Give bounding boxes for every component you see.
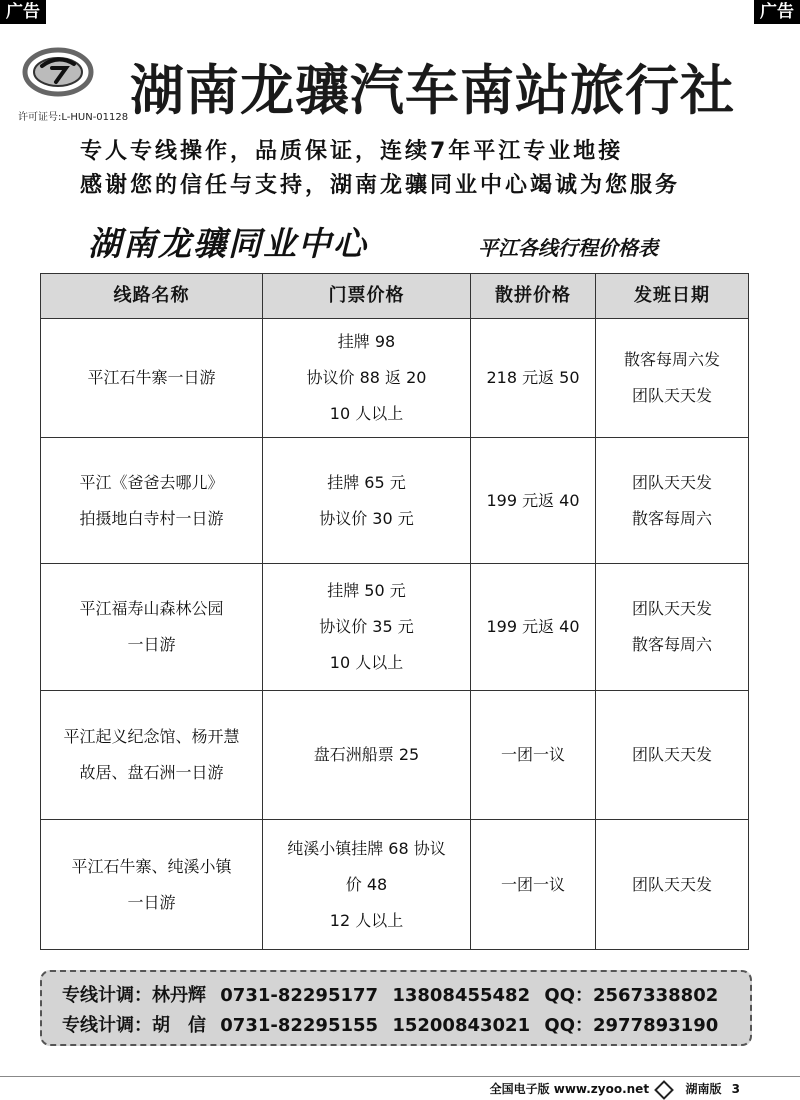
contact-label: 专线计调：林丹辉 — [62, 985, 206, 1006]
schedule-cell: 散客每周六发 团队天天发 — [596, 319, 749, 438]
price-cell: 199 元返 40 — [471, 438, 596, 564]
ticket-cell: 纯溪小镇挂牌 68 协议 价 48 12 人以上 — [263, 820, 471, 950]
price-cell: 218 元返 50 — [471, 319, 596, 438]
contact-phone: 0731-82295177 — [220, 985, 379, 1006]
price-list-subtitle: 平江各线行程价格表 — [478, 236, 658, 260]
price-cell: 一团一议 — [471, 820, 596, 950]
contact-row — [62, 1011, 726, 1037]
contact-phone: 0731-82295155 — [220, 1015, 379, 1036]
ticket-cell: 挂牌 98 协议价 88 返 20 10 人以上 — [263, 319, 471, 438]
table-header-row — [41, 274, 749, 319]
diamond-icon — [654, 1080, 674, 1100]
route-cell: 平江起义纪念馆、杨开慧 故居、盘石洲一日游 — [41, 691, 263, 820]
contact-qq: QQ：2977893190 — [544, 1015, 719, 1036]
contact-qq: QQ：2567338802 — [544, 985, 719, 1006]
schedule-cell: 团队天天发 — [596, 820, 749, 950]
slogan-line-1: 专人专线操作，品质保证，连续7年平江专业地接 — [80, 139, 624, 164]
schedule-cell: 团队天天发 散客每周六 — [596, 564, 749, 691]
schedule-cell: 团队天天发 散客每周六 — [596, 438, 749, 564]
agency-title: 湖南龙骧汽车南站旅行社 — [130, 59, 735, 122]
ad-tag-right: 广告 — [754, 0, 800, 24]
ticket-cell: 挂牌 65 元 协议价 30 元 — [263, 438, 471, 564]
route-cell: 平江石牛寨一日游 — [41, 319, 263, 438]
header-price: 散拼价格 — [471, 274, 596, 319]
contact-mobile: 15200843021 — [392, 1015, 531, 1036]
table-row — [41, 438, 749, 564]
route-cell: 平江福寿山森林公园 一日游 — [41, 564, 263, 691]
price-cell: 199 元返 40 — [471, 564, 596, 691]
price-cell: 一团一议 — [471, 691, 596, 820]
route-cell: 平江石牛寨、纯溪小镇 一日游 — [41, 820, 263, 950]
schedule-cell: 团队天天发 — [596, 691, 749, 820]
table-row — [41, 820, 749, 950]
contact-box — [40, 970, 752, 1046]
center-title: 湖南龙骧同业中心 — [88, 224, 368, 263]
page-number: 3 — [731, 1082, 740, 1096]
ticket-cell: 盘石洲船票 25 — [263, 691, 471, 820]
page-footer — [484, 1080, 740, 1097]
price-table — [40, 273, 749, 950]
contact-label: 专线计调：胡 信 — [62, 1015, 206, 1036]
route-cell: 平江《爸爸去哪儿》 拍摄地白寺村一日游 — [41, 438, 263, 564]
table-row — [41, 564, 749, 691]
header-schedule: 发班日期 — [596, 274, 749, 319]
table-row — [41, 319, 749, 438]
brand-logo-icon — [22, 46, 94, 98]
header-ticket: 门票价格 — [263, 274, 471, 319]
license-number: 许可证号:L-HUN-01128 — [18, 112, 129, 123]
footer-divider — [0, 1076, 800, 1077]
footer-site: 全国电子版 www.zyoo.net — [489, 1082, 650, 1096]
contact-mobile: 13808455482 — [392, 985, 531, 1006]
footer-edition: 湖南版 — [685, 1082, 722, 1096]
table-row — [41, 691, 749, 820]
contact-row — [62, 981, 726, 1007]
slogan-line-2: 感谢您的信任与支持，湖南龙骧同业中心竭诚为您服务 — [80, 173, 681, 198]
ad-tag-left: 广告 — [0, 0, 46, 24]
header-route: 线路名称 — [41, 274, 263, 319]
ticket-cell: 挂牌 50 元 协议价 35 元 10 人以上 — [263, 564, 471, 691]
